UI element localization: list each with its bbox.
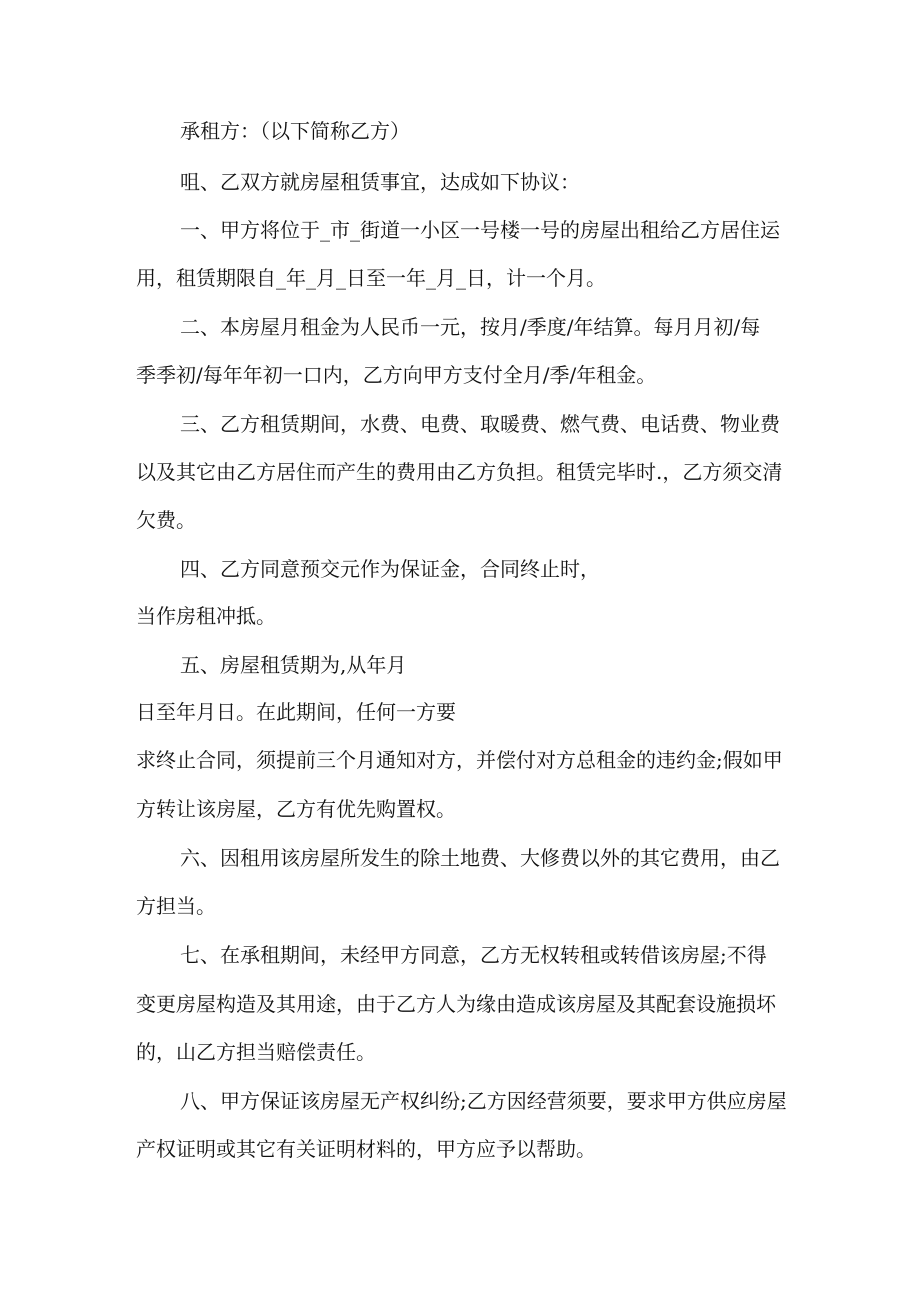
text-line-14: 求终止合同，须提前三个月通知对方，并偿付对方总租金的违约金;假如甲 bbox=[136, 748, 783, 772]
text-line-21: 八、甲方保证该房屋无产权纠纷;乙方因经营须要，要求甲方供应房屋 bbox=[180, 1089, 787, 1113]
text-line-8: 以及其它由乙方居住而产生的费用由乙方负担。租赁完毕时.，乙方须交清 bbox=[136, 460, 783, 484]
text-line-5: 二、本房屋月租金为人民币一元，按月/季度/年结算。每月月初/每 bbox=[180, 315, 761, 339]
text-line-18: 七、在承租期间，未经甲方同意，乙方无权转租或转借该房屋;不得 bbox=[180, 943, 767, 967]
text-line-4: 用，租赁期限自_年_月_日至一年_月_日，计一个月。 bbox=[136, 266, 606, 290]
text-line-16: 六、因租用该房屋所发生的除土地费、大修费以外的其它费用，由乙 bbox=[180, 846, 780, 870]
text-line-17: 方担当。 bbox=[136, 894, 216, 918]
text-line-3: 一、甲方将位于_市_街道一小区一号楼一号的房屋出租给乙方居住运 bbox=[180, 218, 780, 242]
text-line-20: 的，山乙方担当赔偿责任。 bbox=[136, 1040, 376, 1064]
text-line-19: 变更房屋构造及其用途，由于乙方人为缘由造成该房屋及其配套设施损坏 bbox=[136, 992, 776, 1016]
text-line-10: 四、乙方同意预交元作为保证金，合同终止时， bbox=[180, 557, 600, 581]
text-line-2: 咀、乙双方就房屋租赁事宜，达成如下协议： bbox=[180, 170, 580, 194]
text-line-13: 日至年月日。在此期间，任何一方要 bbox=[136, 700, 456, 724]
text-line-6: 季季初/每年年初一口内，乙方向甲方支付全月/季/年租金。 bbox=[136, 363, 657, 387]
text-line-12: 五、房屋租赁期为,从年月 bbox=[180, 653, 407, 677]
text-line-22: 产权证明或其它有关证明材料的，甲方应予以帮助。 bbox=[136, 1137, 596, 1161]
text-line-11: 当作房租冲抵。 bbox=[136, 604, 276, 628]
text-line-9: 欠费。 bbox=[136, 508, 196, 532]
text-line-7: 三、乙方租赁期间，水费、电费、取暖费、燃气费、电话费、物业费 bbox=[180, 412, 780, 436]
text-line-15: 方转让该房屋，乙方有优先购置权。 bbox=[136, 797, 456, 821]
text-line-1: 承租方：（以下简称乙方） bbox=[180, 119, 410, 143]
